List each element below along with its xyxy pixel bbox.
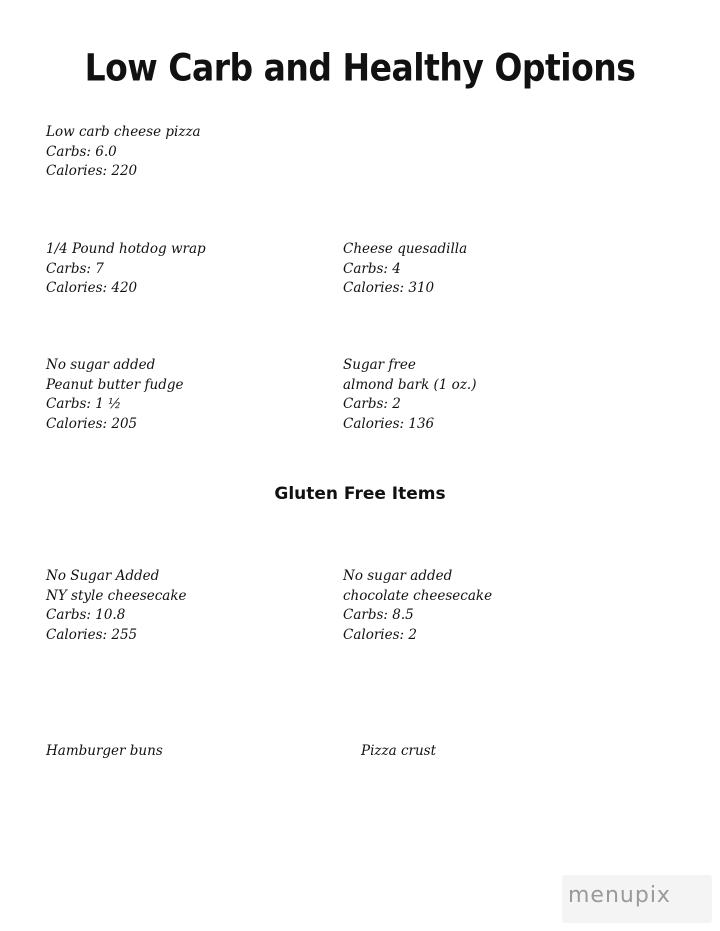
item-carbs: Carbs: 10.8 bbox=[46, 607, 126, 623]
item-name: Sugar free bbox=[343, 357, 416, 373]
item-calories: Calories: 136 bbox=[343, 415, 435, 432]
item-carbs: Carbs: 7 bbox=[46, 260, 104, 277]
item-calories: Calories: 310 bbox=[343, 280, 435, 296]
menu-item bbox=[46, 742, 163, 762]
item-calories: Calories: 420 bbox=[46, 280, 138, 296]
item-name: Cheese quesadilla bbox=[343, 241, 468, 257]
item-name: No sugar added bbox=[343, 568, 453, 584]
menu-item bbox=[46, 356, 184, 434]
item-name-line2: almond bark (1 oz.) bbox=[343, 376, 477, 393]
item-carbs: Carbs: 8.5 bbox=[343, 607, 414, 623]
item-name: Pizza crust bbox=[361, 743, 437, 759]
item-name-line2: chocolate cheesecake bbox=[343, 587, 493, 604]
menu-item bbox=[46, 123, 201, 182]
item-calories: Calories: 205 bbox=[46, 415, 138, 432]
item-carbs: Carbs: 2 bbox=[343, 396, 401, 412]
item-name: 1/4 Pound hotdog wrap bbox=[46, 241, 206, 257]
watermark-logo bbox=[562, 875, 712, 923]
menu-item bbox=[361, 742, 436, 762]
menu-item bbox=[46, 567, 187, 645]
menu-item bbox=[46, 240, 206, 299]
item-name: Hamburger buns bbox=[46, 743, 163, 759]
item-calories: Calories: 220 bbox=[46, 163, 138, 179]
menu-item bbox=[343, 567, 492, 645]
menu-item bbox=[343, 240, 467, 299]
item-calories: Calories: 255 bbox=[46, 626, 138, 643]
item-carbs: Carbs: 6.0 bbox=[46, 143, 117, 160]
item-name: No sugar added bbox=[46, 357, 156, 373]
item-name: Low carb cheese pizza bbox=[46, 124, 201, 140]
watermark-text: menupix bbox=[568, 883, 671, 908]
item-carbs: Carbs: 4 bbox=[343, 260, 401, 277]
item-name-line2: NY style cheesecake bbox=[46, 587, 187, 604]
menu-item bbox=[343, 356, 476, 434]
item-name: No Sugar Added bbox=[46, 568, 160, 584]
item-calories: Calories: 2 bbox=[343, 626, 417, 643]
item-carbs: Carbs: 1 ½ bbox=[46, 396, 122, 412]
item-name-line2: Peanut butter fudge bbox=[46, 376, 184, 393]
page-title: Low Carb and Healthy Options bbox=[84, 45, 636, 90]
section-title-gluten-free: Gluten Free Items bbox=[274, 484, 446, 504]
